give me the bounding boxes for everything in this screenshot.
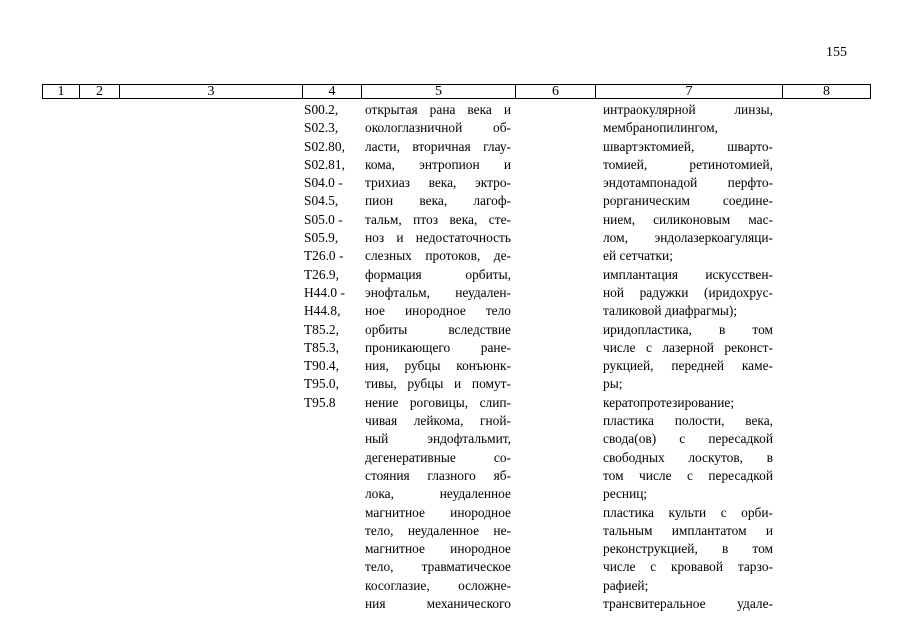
treatment-line: свода(ов) с пересадкой — [603, 431, 773, 447]
column-header-3: 3 — [120, 85, 303, 98]
column-header-1: 1 — [43, 85, 80, 98]
icd-code-line: S02.80, — [304, 138, 345, 154]
table-header-row — [42, 84, 871, 99]
diagnosis-line: трихиаз века, эктро- — [365, 175, 511, 191]
treatment-line: ей сетчатки; — [603, 248, 673, 264]
icd-codes-column — [304, 101, 364, 412]
treatment-line: пластика полости, века, — [603, 413, 773, 429]
diagnosis-line: тивы, рубцы и помут- — [365, 376, 511, 392]
column-header-8: 8 — [823, 84, 830, 99]
diagnosis-line: лока, неудаленное — [365, 486, 511, 502]
diagnosis-line: тело, неудаленное не- — [365, 522, 511, 538]
treatment-line: ной радужки (иридохрус- — [603, 284, 773, 300]
diagnosis-line: энофтальм, неудален- — [365, 284, 511, 300]
icd-code-line: T26.9, — [304, 266, 339, 282]
icd-code-line: T95.8 — [304, 394, 336, 410]
icd-code-line: S05.9, — [304, 230, 339, 246]
icd-code-line: S04.5, — [304, 193, 339, 209]
diagnosis-line: ный эндофтальмит, — [365, 431, 511, 447]
diagnosis-line: тальм, птоз века, сте- — [365, 211, 511, 227]
icd-code-line: H44.8, — [304, 303, 341, 319]
diagnosis-line: ния, рубцы конъюнк- — [365, 358, 511, 374]
column-header-7: 7 — [596, 85, 783, 98]
diagnosis-line: тело, травматическое — [365, 559, 511, 575]
treatment-line: швартэктомией, шварто- — [603, 138, 773, 154]
treatment-line: свободных лоскутов, в — [603, 449, 773, 465]
diagnosis-line: чивая лейкома, гной- — [365, 413, 511, 429]
icd-code-line: S05.0 - — [304, 211, 343, 227]
diagnosis-line: слезных протоков, де- — [365, 248, 511, 264]
icd-code-line: T85.3, — [304, 339, 339, 355]
treatment-line: рукцией, передней каме- — [603, 358, 773, 374]
diagnosis-line: косоглазие, осложне- — [365, 577, 511, 593]
diagnosis-line: открытая рана века и — [365, 102, 511, 117]
icd-code-line: S00.2, — [304, 102, 339, 117]
diagnosis-line: ное инородное тело — [365, 303, 511, 319]
treatment-line: рафией; — [603, 577, 649, 593]
treatment-line: трансвитеральное удале- — [603, 596, 773, 612]
treatment-line: таликовой диафрагмы); — [603, 303, 738, 319]
treatment-line: числе с кровавой тарзо- — [603, 559, 773, 575]
icd-code-line: T85.2, — [304, 321, 339, 337]
icd-code-line: T26.0 - — [304, 248, 344, 264]
diagnosis-line: окологлазничной об- — [365, 120, 511, 136]
treatment-line: интраокулярной линзы, — [603, 102, 773, 117]
diagnosis-column — [365, 101, 511, 613]
diagnosis-line: орбиты вследствие — [365, 321, 511, 337]
icd-code-line: S02.81, — [304, 156, 345, 172]
treatment-line: иридопластика, в том — [603, 321, 773, 337]
icd-code-line: H44.0 - — [304, 284, 345, 300]
treatment-line: эндотампонадой перфто- — [603, 175, 773, 191]
column-header-6: 6 — [516, 85, 596, 98]
diagnosis-line: пион века, лагоф- — [365, 193, 511, 209]
treatment-line: томией, ретинотомией, — [603, 156, 773, 172]
treatment-methods-column — [603, 101, 773, 613]
diagnosis-line: ласти, вторичная глау- — [365, 138, 511, 154]
diagnosis-line: кома, энтропион и — [365, 156, 511, 172]
treatment-line: мембранопилингом, — [603, 120, 718, 136]
diagnosis-line: ния механического — [365, 596, 511, 612]
treatment-line: рорганическим соедине- — [603, 193, 773, 209]
column-header-4: 4 — [303, 85, 362, 98]
icd-code-line: S02.3, — [304, 120, 339, 136]
column-header-5: 5 — [362, 85, 516, 98]
treatment-line: пластика культи с орби- — [603, 504, 773, 520]
icd-code-line: T90.4, — [304, 358, 339, 374]
icd-code-line: S04.0 - — [304, 175, 343, 191]
diagnosis-line: проникающего ране- — [365, 339, 511, 355]
diagnosis-line: магнитное инородное — [365, 541, 511, 557]
column-header-2: 2 — [80, 85, 120, 98]
diagnosis-line: формация орбиты, — [365, 266, 511, 282]
treatment-line: лом, эндолазеркоагуляци- — [603, 230, 773, 246]
treatment-line: числе с лазерной реконст- — [603, 339, 773, 355]
treatment-line: ры; — [603, 376, 623, 392]
treatment-line: имплантация искусствен- — [603, 266, 773, 282]
diagnosis-line: ноз и недостаточность — [365, 230, 511, 246]
icd-code-line: T95.0, — [304, 376, 339, 392]
diagnosis-line: стояния глазного яб- — [365, 467, 511, 483]
treatment-line: кератопротезирование; — [603, 394, 735, 410]
diagnosis-line: магнитное инородное — [365, 504, 511, 520]
diagnosis-line: дегенеративные со- — [365, 449, 511, 465]
diagnosis-line: нение роговицы, слип- — [365, 394, 511, 410]
treatment-line: ресниц; — [603, 486, 648, 502]
treatment-line: реконструкцией, в том — [603, 541, 773, 557]
treatment-line: нием, силиконовым мас- — [603, 211, 773, 227]
page-number: 155 — [826, 45, 847, 60]
treatment-line: тальным имплантатом и — [603, 522, 773, 538]
treatment-line: том числе с пересадкой — [603, 467, 773, 483]
